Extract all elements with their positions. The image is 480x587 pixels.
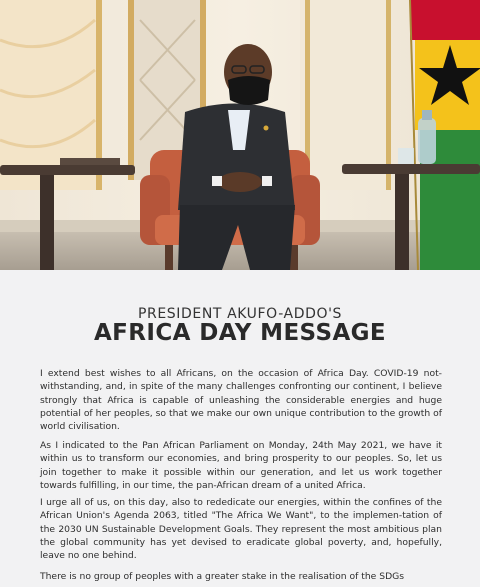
message-kicker: PRESIDENT AKUFO-ADDO'S [137, 306, 343, 322]
message-headline: AFRICA DAY MESSAGE [93, 320, 387, 346]
message-paragraph-1: I extend best wishes to all Africans, on the occasion of Africa Day. COVID-19 not-withstanding, and, in spite of the many challenges confronting our continent, I believe strongly that Africa is capable of unleashing the considerable energies and huge potential of her peoples, so that we make our own unique contribution to the growth of world civilisation. [40, 368, 442, 433]
message-paragraph-4: There is no group of peoples with a greater stake in the realisation of the SDGs [40, 571, 405, 582]
message-paragraph-3: I urge all of us, on this day, also to rededicate our energies, within the confines of the African Union's Agenda 2063, titled "The Africa We Want", to the implemen-tation of the 2030 UN Sustainable Development Goals. They represent the most ambitious plan the global community has yet devised to eradicate global poverty, and, hopefully, leave no one behind. [40, 497, 442, 562]
cover-photo [0, 0, 480, 270]
photo-illustration [0, 0, 480, 270]
message-paragraph-2: As I indicated to the Pan African Parliament on Monday, 24th May 2021, we have it within us to transform our economies, and bring prosperity to our peoples. So, let us join together to make it possible within our generation, and let us work together towards fulfilling, in our time, the pan-African dream of a united Africa. [40, 440, 442, 491]
message-section [0, 270, 480, 587]
